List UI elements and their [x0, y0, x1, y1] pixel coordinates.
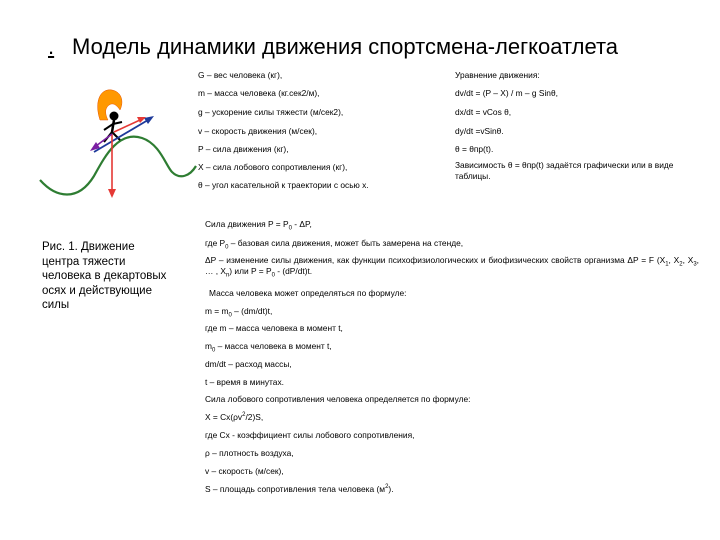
- red-arrow-up: [114, 120, 140, 132]
- def-v: v – скорость движения (м/сек),: [198, 126, 318, 136]
- v-def: v – скорость (м/сек),: [205, 466, 284, 476]
- m0-def: $m_0$ – масса человека в момент t,: [205, 341, 332, 354]
- title-text: Модель динамики движения спортсмена-легкоатлета: [72, 34, 619, 59]
- mass-formula: $m = m_0 - (dm/dt)t$,: [205, 306, 273, 319]
- drag-intro: Сила лобового сопротивления человека определяется по формуле:: [205, 394, 471, 404]
- force-p-line: Сила движения $P = P_0 - \Delta P$,: [205, 219, 312, 232]
- s-def: S – площадь сопротивления тела человека $(м^2)$.: [205, 484, 394, 494]
- def-gravity: g – ускорение силы тяжести (м/сек2),: [198, 107, 344, 117]
- def-m: m – масса человека (кг.сек2/м),: [198, 88, 320, 98]
- where-m: где m – масса человека в момент t,: [205, 323, 343, 333]
- trajectory-wave: [40, 137, 196, 195]
- purple-arrow: [96, 134, 112, 146]
- eq-dxdt: dx/dt = vCos θ,: [455, 107, 512, 117]
- drag-formula: $X = Cx(\rho v^2/2)S$,: [205, 412, 264, 422]
- def-g: G – вес человека (кг),: [198, 70, 283, 80]
- rho-def: ρ – плотность воздуха,: [205, 448, 294, 458]
- page-title: [48, 34, 618, 60]
- blue-arrow: [94, 120, 148, 152]
- cx-def: где Cx - коэффициент силы лобового сопротивления,: [205, 430, 415, 440]
- title-bullet: .: [48, 34, 55, 59]
- def-x: X – сила лобового сопротивления (кг),: [198, 162, 348, 172]
- eq-theta: θ = θпр(t).: [455, 144, 494, 154]
- runner-figure: [38, 80, 198, 220]
- eq-theta-note: Зависимость θ = θпр(t) задаётся графически или в виде таблицы.: [455, 160, 674, 181]
- t-def: t – время в минутах.: [205, 377, 284, 387]
- def-theta: θ – угол касательной к траектории с осью x.: [198, 180, 369, 190]
- figure-body: [112, 120, 114, 132]
- eq-heading: Уравнение движения:: [455, 70, 540, 80]
- dmdt-def: dm/dt – расход массы,: [205, 359, 292, 369]
- def-p: P – сила движения (кг),: [198, 144, 289, 154]
- eq-dydt: dy/dt =vSinθ.: [455, 126, 504, 136]
- p0-line: где $P_0$ – базовая сила движения, может быть замерена на стенде,: [205, 238, 464, 251]
- eq-dvdt: dv/dt = (P – X) / m – g Sinθ,: [455, 88, 558, 98]
- figure-caption: Рис. 1. Движение центра тяжести человека в декартовых осях и действующие силы: [42, 241, 167, 311]
- mass-formula-intro: Масса человека может определяться по формуле:: [209, 288, 407, 298]
- dp-paragraph: ΔP – изменение силы движения, как функции психофизиологических и биофизических свойств организма ΔP = F ($X_1$, $X_2$, $X_3$, … , $X_n$) или $P = P_0 - (dP/dt)t$.: [205, 255, 699, 279]
- figure-head: [110, 112, 119, 121]
- red-arrow-down-head: [108, 189, 116, 198]
